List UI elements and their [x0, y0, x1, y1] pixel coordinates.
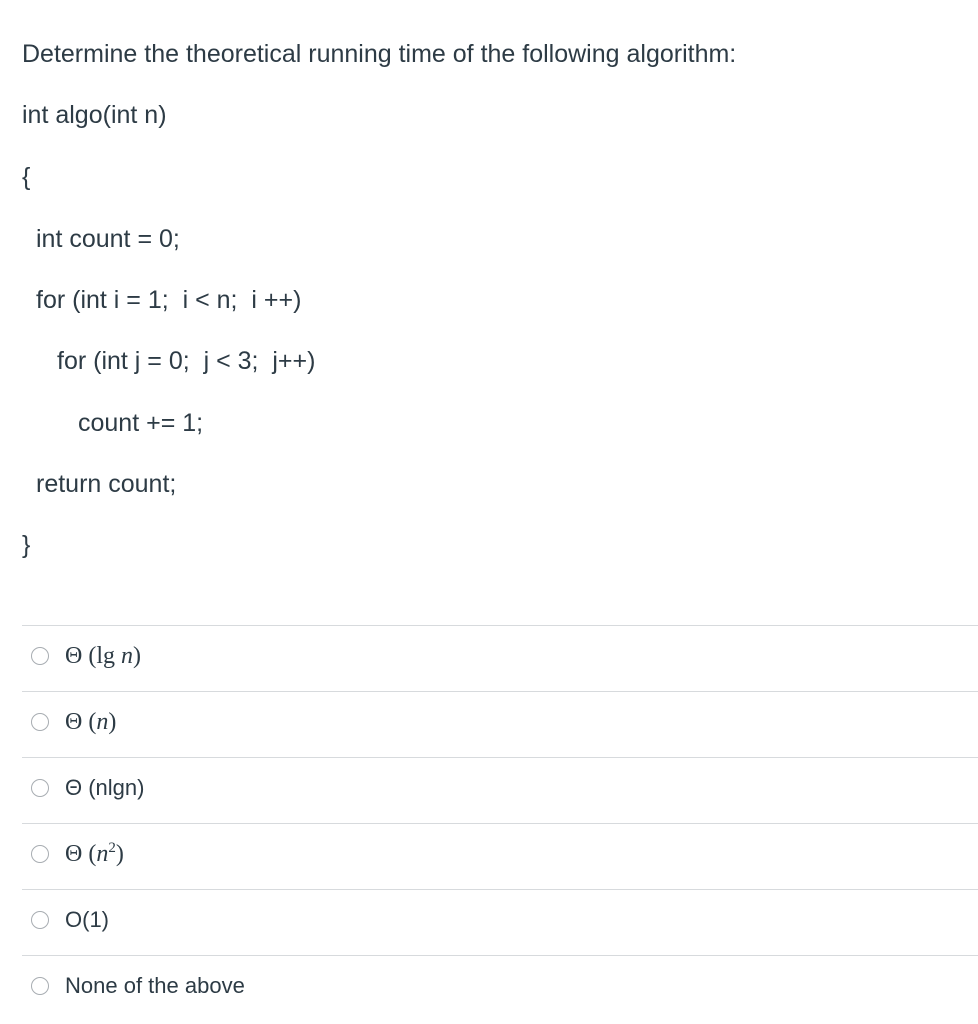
answer-option-theta-nlgn[interactable]: [22, 757, 978, 823]
radio-button[interactable]: [31, 845, 49, 863]
code-line-count-init: int count = 0;: [36, 225, 180, 253]
answer-label: O(1): [65, 907, 109, 932]
question-prompt: Determine the theoretical running time of the following algorithm:: [22, 40, 737, 68]
answer-option-o-1[interactable]: [22, 889, 978, 955]
radio-button[interactable]: [31, 713, 49, 731]
code-open-brace: {: [22, 163, 31, 191]
answer-label: Θ (nlgn): [65, 775, 145, 800]
radio-button[interactable]: [31, 779, 49, 797]
answer-label: Θ (n): [65, 709, 117, 735]
radio-button[interactable]: [31, 647, 49, 665]
answer-option-theta-n-squared[interactable]: [22, 823, 978, 889]
code-line-inner-loop: for (int j = 0; j < 3; j++): [57, 347, 316, 375]
code-line-outer-loop: for (int i = 1; i < n; i ++): [36, 286, 302, 314]
code-signature: int algo(int n): [22, 101, 167, 129]
answer-option-none[interactable]: [22, 955, 978, 1021]
answer-label: None of the above: [65, 973, 245, 998]
radio-button[interactable]: [31, 911, 49, 929]
code-line-increment: count += 1;: [78, 409, 204, 437]
code-close-brace: }: [22, 531, 31, 559]
answer-option-theta-n[interactable]: [22, 691, 978, 757]
answer-label: Θ (lg n): [65, 643, 142, 669]
radio-button[interactable]: [31, 977, 49, 995]
answer-label: Θ $(n^2)$: [65, 840, 124, 867]
code-line-return: return count;: [36, 470, 177, 498]
answer-option-theta-lg-n[interactable]: [22, 625, 978, 691]
